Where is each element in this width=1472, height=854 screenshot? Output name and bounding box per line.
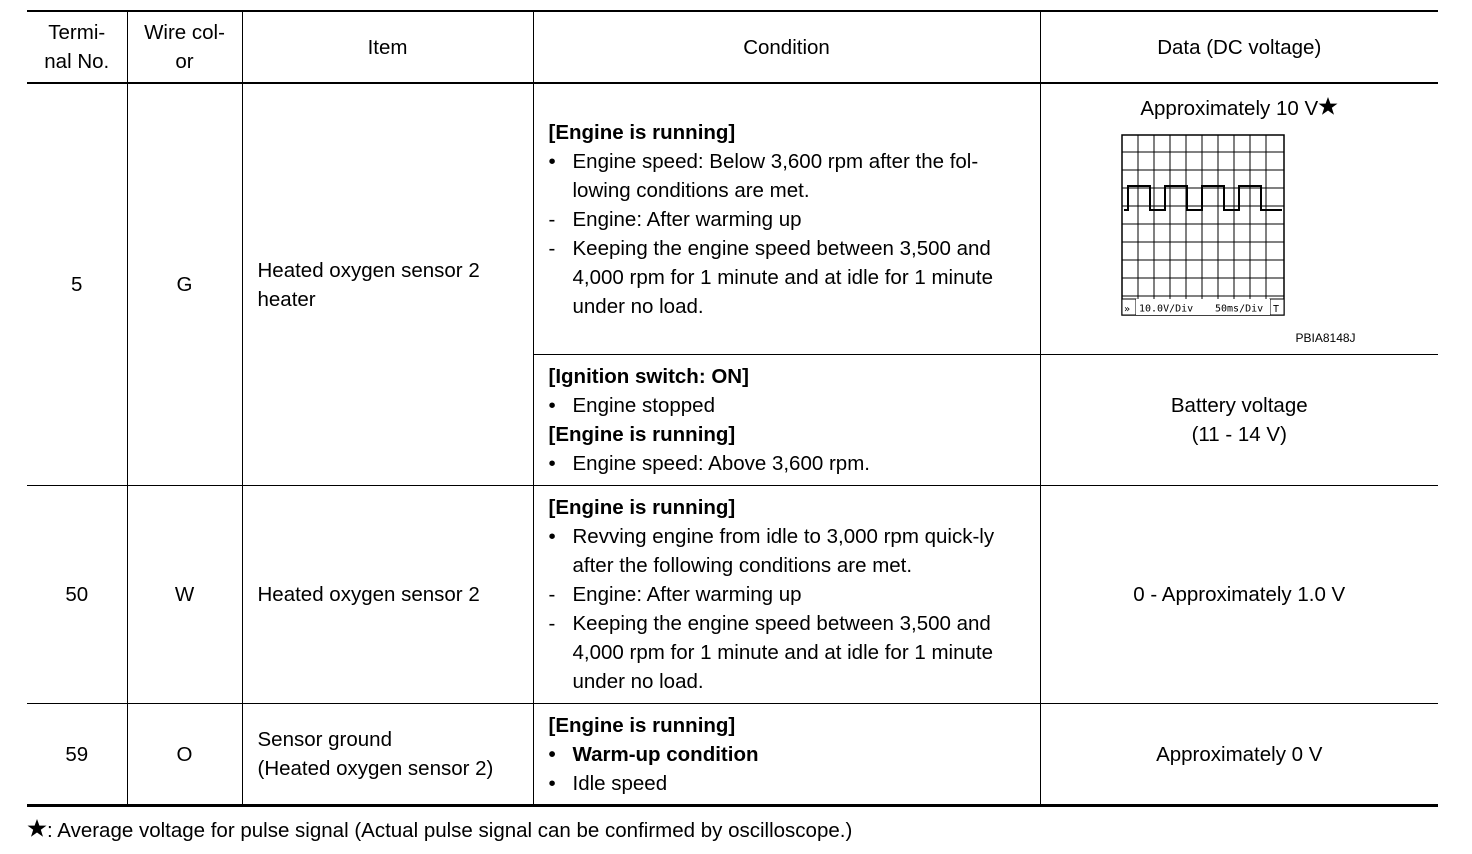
table-header-row [27, 11, 1438, 83]
condition-heading: [Engine is running] [548, 120, 736, 144]
scope-trigger-label: T [1272, 304, 1279, 315]
oscilloscope-waveform [1121, 134, 1291, 324]
header-wire-color: Wire col- or [127, 11, 242, 83]
table-row [27, 486, 1438, 704]
condition-line: - Keeping the engine speed between 3,500 and 4,000 rpm for 1 minute and at idle for 1 minute under no load. [548, 612, 993, 693]
condition-heading: [Engine is running] [548, 713, 736, 737]
condition-line: • Engine speed: Below 3,600 rpm after the fol-lowing conditions are met. [548, 149, 979, 202]
condition-heading: [Engine is running] [548, 423, 736, 446]
terminal-no-cell: 59 [27, 704, 127, 806]
condition-line: • Engine stopped [548, 394, 715, 417]
condition-cell [533, 486, 1040, 704]
star-icon [27, 818, 47, 838]
condition-line: • Engine speed: Above 3,600 rpm. [548, 452, 870, 475]
condition-line: - Engine: After warming up [548, 207, 802, 231]
condition-cell [533, 83, 1040, 355]
item-cell: Heated oxygen sensor 2 [242, 486, 533, 704]
terminal-no-cell: 50 [27, 486, 127, 704]
data-cell: 0 - Approximately 1.0 V [1040, 486, 1438, 704]
item-cell: Heated oxygen sensor 2 heater [242, 83, 533, 486]
condition-line: - Keeping the engine speed between 3,500 and 4,000 rpm for 1 minute and at idle for 1 minute under no load. [548, 236, 993, 318]
figure-id: PBIA8148J [1295, 331, 1356, 345]
star-icon [1318, 96, 1338, 116]
condition-cell [533, 355, 1040, 486]
data-cell: Battery voltage (11 - 14 V) [1040, 355, 1438, 486]
wire-color-cell: G [127, 83, 242, 486]
terminal-data-table [27, 10, 1438, 807]
item-cell: Sensor ground (Heated oxygen sensor 2) [242, 704, 533, 806]
header-item: Item [242, 11, 533, 83]
table-row [27, 704, 1438, 806]
wire-color-cell: W [127, 486, 242, 704]
wire-color-cell: O [127, 704, 242, 806]
header-data: Data (DC voltage) [1040, 11, 1438, 83]
table-row [27, 83, 1438, 355]
data-cell: Approximately 0 V [1040, 704, 1438, 806]
condition-line: • Warm-up condition [548, 742, 759, 766]
header-terminal-no: Termi- nal No. [27, 11, 127, 83]
condition-line: - Engine: After warming up [548, 583, 802, 606]
data-cell [1040, 83, 1438, 355]
footnote: : Average voltage for pulse signal (Actual pulse signal can be confirmed by oscilloscope.) [27, 816, 852, 845]
scope-volt-div: 10.0V/Div [1138, 303, 1193, 315]
condition-heading: [Ignition switch: ON] [548, 365, 749, 388]
terminal-no-cell: 5 [27, 83, 127, 486]
condition-cell [533, 704, 1040, 806]
condition-line: • Revving engine from idle to 3,000 rpm quick-ly after the following conditions are met. [548, 525, 995, 577]
header-condition: Condition [533, 11, 1040, 83]
condition-heading: [Engine is running] [548, 496, 736, 519]
condition-line: • Idle speed [548, 771, 668, 795]
svg-text:»: » [1123, 304, 1130, 315]
data-value: Approximately 10 V [1041, 94, 1439, 123]
scope-time-div: 50ms/Div [1214, 303, 1263, 315]
